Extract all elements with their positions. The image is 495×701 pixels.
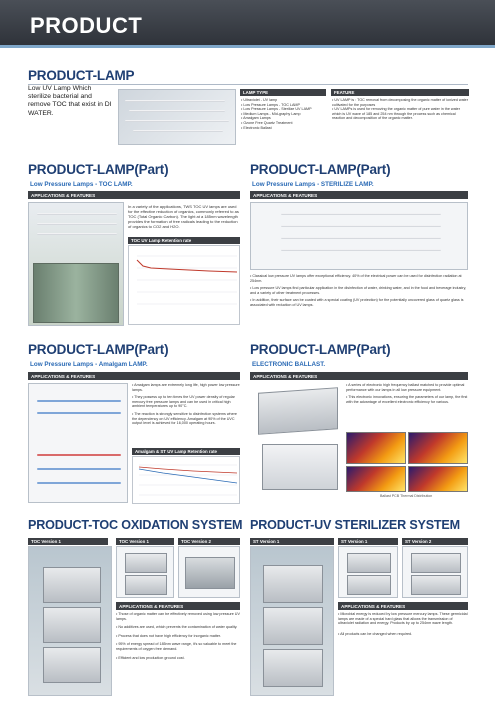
sterilize-lamp-subtitle: Low Pressure Lamps - STERILIZE LAMP. xyxy=(252,181,374,188)
amalgam-subtitle: Low Pressure Lamps - Amalgam LAMP. xyxy=(30,361,148,368)
list-item: • Microbial energy is reduced by low pressure mercury lamps. These germicidal lamps are made of a special hard glass that allows the transmission of ultraviolet radiation and energy. Products by up to 254nm wave length. xyxy=(338,612,468,626)
amalgam-photo xyxy=(28,383,128,503)
toc-lamp-bar: APPLICATIONS & FEATURES xyxy=(28,191,240,199)
list-item: • Low pressure UV lamps find particular application in the disinfection of water, drinking water, and in the food and beverage industry, and a variety of other treatment processes. xyxy=(250,286,467,295)
list-item: • All products can be changed when required. xyxy=(338,631,413,636)
list-item: • No additives are used, which prevents the contamination of water quality. xyxy=(116,625,238,630)
lamp-type-list xyxy=(241,98,327,146)
sterilize-lamp-photo xyxy=(250,202,468,270)
thermal-image-3 xyxy=(346,466,406,492)
st-version-tag-3: ST Version 2 xyxy=(402,538,468,545)
st-system-photo-1 xyxy=(250,546,334,696)
toc-system-photo-3 xyxy=(178,546,240,598)
ballast-bullets xyxy=(346,383,468,431)
toc-version-tag-2: TOC Version 1 xyxy=(116,538,174,545)
lamp-type-label: LAMP TYPE xyxy=(240,89,326,96)
list-item: • Process that does not have high efficiency for inorganic matter. xyxy=(116,633,221,638)
sterilize-lamp-bar: APPLICATIONS & FEATURES xyxy=(250,191,468,199)
st-system-section-title: PRODUCT-UV STERILIZER SYSTEM xyxy=(250,518,460,532)
st-version-tag-1: ST Version 1 xyxy=(250,538,334,545)
lamp-description: Low UV Lamp Which sterilize bacterial and remove TOC that exist in DI WATER. xyxy=(28,85,112,117)
ballast-section-title: PRODUCT-LAMP(Part) xyxy=(250,342,391,357)
list-item: • Those of organic matter can be effectively removed using low pressure UV lamps. xyxy=(116,612,240,621)
list-item: • Ozone Free Quartz Treatment xyxy=(241,120,293,125)
toc-version-tag-3: TOC Version 2 xyxy=(178,538,240,545)
st-system-photo-3 xyxy=(402,546,468,598)
amalgam-retention-chart xyxy=(132,456,240,504)
amalgam-section-title: PRODUCT-LAMP(Part) xyxy=(28,342,169,357)
page-header xyxy=(0,0,495,48)
st-system-bar: APPLICATIONS & FEATURES xyxy=(338,602,468,610)
toc-system-bar: APPLICATIONS & FEATURES xyxy=(116,602,240,610)
sterilize-lamp-bullets xyxy=(250,274,468,328)
ballast-bar: APPLICATIONS & FEATURES xyxy=(250,372,468,380)
list-item: • The reaction is strongly sensitive to disinfection systems where the dependency on UV efficiency. Amalgam at 90% of the UVC output level is achieved for 16,000 operating hours. xyxy=(132,411,237,426)
list-item: • Amalgam lamps are extremely long life, high power low pressure lamps. xyxy=(132,383,240,392)
toc-retention-plot xyxy=(129,246,239,324)
list-item: • 95% of energy spread of 185nm wave range, it's so valuable to meet the requirements of oxygen free demand. xyxy=(116,642,237,651)
ballast-photo-top xyxy=(258,387,338,435)
list-item: • Electronic Ballast xyxy=(241,125,272,130)
toc-lamp-section-title: PRODUCT-LAMP(Part) xyxy=(28,162,169,177)
toc-lamp-photo xyxy=(28,202,124,326)
list-item: • They possess up to ten times the UV power density of regular mercury free pressure lamps and can be used in critical high ambient temperatures up to 90°C. xyxy=(132,395,235,409)
toc-chart-label: TOC UV Lamp Retention rate xyxy=(128,237,240,244)
sterilize-lamp-section-title: PRODUCT-LAMP(Part) xyxy=(250,162,391,177)
list-item: • UV LAMP is : TOC removal from decomposing the organic matter of ionized water cultivated for the purposes xyxy=(332,98,468,107)
amalgam-retention-plot xyxy=(133,457,239,503)
list-item: • In addition, their surface can be coated with a special coating (UV protection) for the potentially uncovered glass of quartz glass is associated with reduction of UV lamps. xyxy=(250,298,464,307)
toc-system-bullets xyxy=(116,612,240,696)
ballast-subtitle: ELECTRONIC BALLAST. xyxy=(252,361,326,368)
lamp-feature-label: FEATURE xyxy=(331,89,469,96)
toc-system-section-title: PRODUCT-TOC OXIDATION SYSTEM xyxy=(28,518,243,532)
list-item: • Ultraviolet - UV lamp xyxy=(241,98,278,102)
toc-system-photo-2 xyxy=(116,546,174,598)
list-item: • Amalgam Lamps xyxy=(241,116,271,121)
toc-system-photo-1 xyxy=(28,546,112,696)
list-item: • Classical low pressure UV lamps offer exceptional efficiency. 40% of the electrical power can be used for disinfection radiation at 254nm. xyxy=(250,274,462,283)
thermal-image-2 xyxy=(408,432,468,464)
ballast-photo-bottom xyxy=(262,444,338,490)
toc-lamp-text: In a variety of the applications, TWS TOC UV lamps are used for the effective reduction of organics, commonly referred to as TOC (Total Organic Carbon). The light at a 185nm wavelength provides the formation of free radicals leading to the reduction of organics to CO2 and H2O. xyxy=(128,204,239,230)
st-version-tag-2: ST Version 1 xyxy=(338,538,398,545)
lamp-feature-list xyxy=(332,98,469,146)
thermal-image-4 xyxy=(408,466,468,492)
list-item: • Efficient and low production ground cost. xyxy=(116,655,185,660)
toc-version-tag-1: TOC Version 1 xyxy=(28,538,108,545)
list-item: • Medium Lamps - Mid-graphy Lamp xyxy=(241,111,301,116)
thermal-image-1 xyxy=(346,432,406,464)
list-item: • UV LAMPs is used for removing the organic matter of pure water in the water which is UV wave of 185 and 254 nm through the process such as chemical reaction and decomposition of the organic matter. xyxy=(332,107,460,121)
lamp-section-title: PRODUCT-LAMP xyxy=(28,68,135,83)
amalgam-chart-label: Amalgam & ST UV Lamp Retention rate xyxy=(132,448,240,455)
thermal-caption: Ballast PCB Thermal Distribution xyxy=(380,494,433,498)
st-system-photo-2 xyxy=(338,546,398,598)
page-title: PRODUCT xyxy=(30,13,143,38)
lamp-photo xyxy=(118,89,236,145)
amalgam-bar: APPLICATIONS & FEATURES xyxy=(28,372,240,380)
list-item: • Low Pressure Lamps - Sterilize UV LAMP xyxy=(241,107,312,112)
list-item: • This electronic innovations, ensuring the parameters of our lamp, the first with the advantage of excellent electronic efficiency for various. xyxy=(346,395,468,404)
st-system-bullets xyxy=(338,612,468,696)
list-item: • A series of electronic high frequency ballast matched to provide optimal performance with our lamps in all low pressure equipment. xyxy=(346,383,465,392)
toc-retention-chart xyxy=(128,245,240,325)
toc-lamp-subtitle: Low Pressure Lamps - TOC LAMP. xyxy=(30,181,133,188)
list-item: • Low Pressure Lamps - TOC LAMP xyxy=(241,102,300,107)
amalgam-bullets xyxy=(132,383,240,447)
